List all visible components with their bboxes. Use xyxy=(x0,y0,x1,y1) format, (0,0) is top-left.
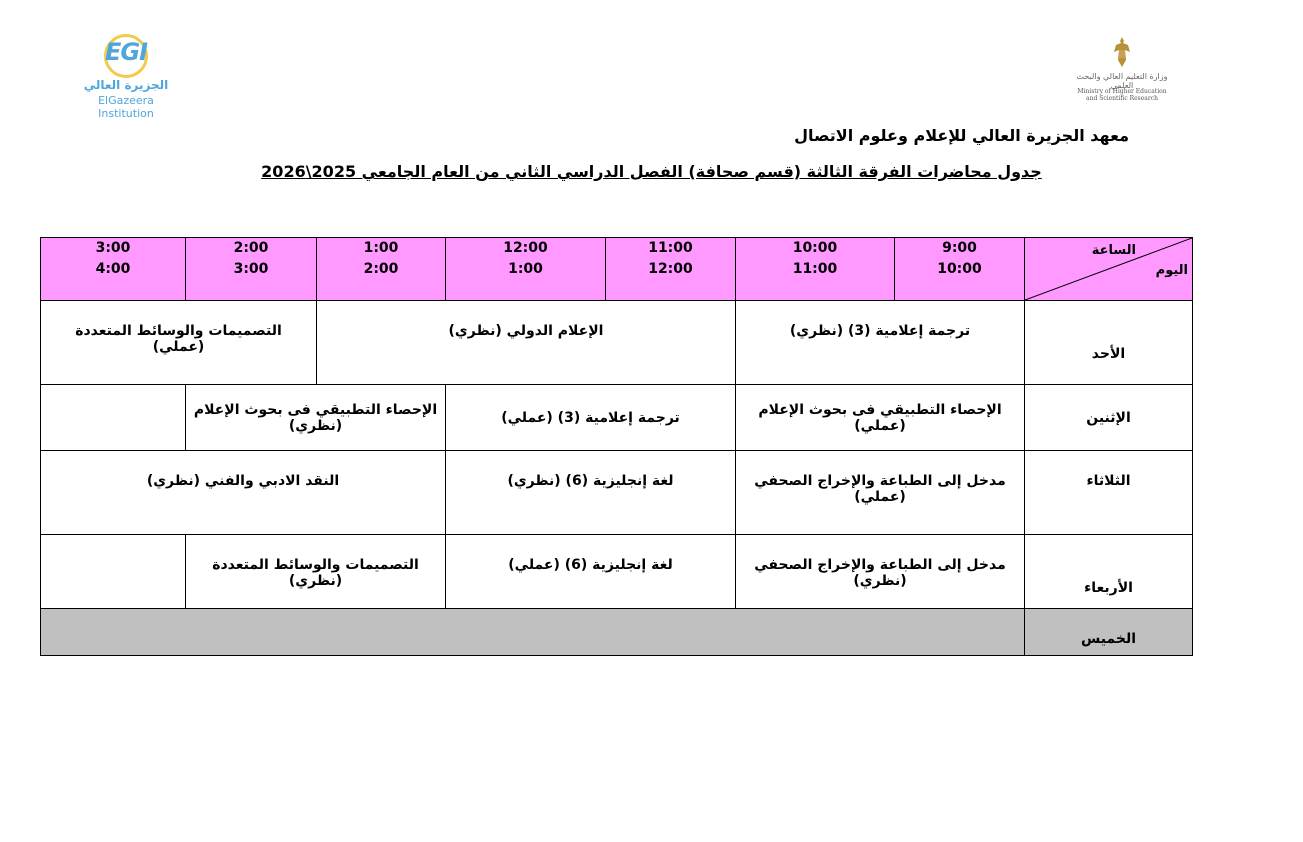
eagle-emblem-icon xyxy=(1110,36,1134,70)
lecture-cell: مدخل إلى الطباعة والإخراج الصحفي (عملي) xyxy=(736,451,1025,535)
day-label: اليوم xyxy=(1155,263,1188,278)
holiday-cell xyxy=(41,609,1025,656)
row-sunday xyxy=(41,301,1193,385)
lecture-cell: لغة إنجليزية (6) (عملي) xyxy=(446,535,736,609)
header-row xyxy=(41,238,1193,301)
time-slot: 1:00 2:00 xyxy=(317,238,446,301)
time-slot: 2:00 3:00 xyxy=(186,238,317,301)
empty-cell xyxy=(41,535,186,609)
row-monday xyxy=(41,385,1193,451)
lecture-cell: الإحصاء التطبيقي فى بحوث الإعلام (عملي) xyxy=(736,385,1025,451)
lecture-cell: الإعلام الدولي (نظري) xyxy=(317,301,736,385)
row-wednesday xyxy=(41,535,1193,609)
hour-label: الساعة xyxy=(1091,243,1136,258)
lecture-cell: ترجمة إعلامية (3) (نظري) xyxy=(736,301,1025,385)
time-slot: 10:00 11:00 xyxy=(736,238,895,301)
day-cell: الثلاثاء xyxy=(1025,451,1193,535)
ministry-logo xyxy=(1076,36,1168,108)
day-cell: الخميس xyxy=(1025,609,1193,656)
lecture-cell: ترجمة إعلامية (3) (عملي) xyxy=(446,385,736,451)
day-cell: الإثنين xyxy=(1025,385,1193,451)
time-slot: 9:00 10:00 xyxy=(895,238,1025,301)
lecture-cell: النقد الادبي والفني (نظري) xyxy=(41,451,446,535)
institute-name: معهد الجزيرة العالي للإعلام وعلوم الاتصال xyxy=(794,126,1129,145)
lecture-cell: مدخل إلى الطباعة والإخراج الصحفي (نظري) xyxy=(736,535,1025,609)
time-slot: 3:00 4:00 xyxy=(41,238,186,301)
logo-arabic-name: الجزيرة العالي xyxy=(83,78,169,92)
time-slot: 12:00 1:00 xyxy=(446,238,606,301)
logo-english-name: ElGazeera Institution xyxy=(98,94,154,120)
lecture-cell: الإحصاء التطبيقي فى بحوث الإعلام (نظري) xyxy=(186,385,446,451)
lecture-cell: التصميمات والوسائط المتعددة (عملي) xyxy=(41,301,317,385)
day-cell: الأربعاء xyxy=(1025,535,1193,609)
time-slot: 11:00 12:00 xyxy=(606,238,736,301)
institution-logo xyxy=(70,34,182,120)
ministry-arabic-name: وزارة التعليم العالي والبحث العلمي xyxy=(1076,72,1168,90)
row-thursday xyxy=(41,609,1193,656)
day-cell: الأحد xyxy=(1025,301,1193,385)
lecture-cell: التصميمات والوسائط المتعددة (نظري) xyxy=(186,535,446,609)
logo-mark: EGI xyxy=(104,38,148,66)
schedule-table xyxy=(40,237,1193,656)
corner-cell xyxy=(1025,238,1193,301)
empty-cell xyxy=(41,385,186,451)
lecture-cell: لغة إنجليزية (6) (نظري) xyxy=(446,451,736,535)
ministry-english-name: Ministry of Higher Education and Scientific Research xyxy=(1077,88,1167,102)
schedule-title: جدول محاضرات الفرقة الثالثة (قسم صحافة) الفصل الدراسي الثاني من العام الجامعي 2025\2026 xyxy=(261,162,1042,181)
row-tuesday xyxy=(41,451,1193,535)
